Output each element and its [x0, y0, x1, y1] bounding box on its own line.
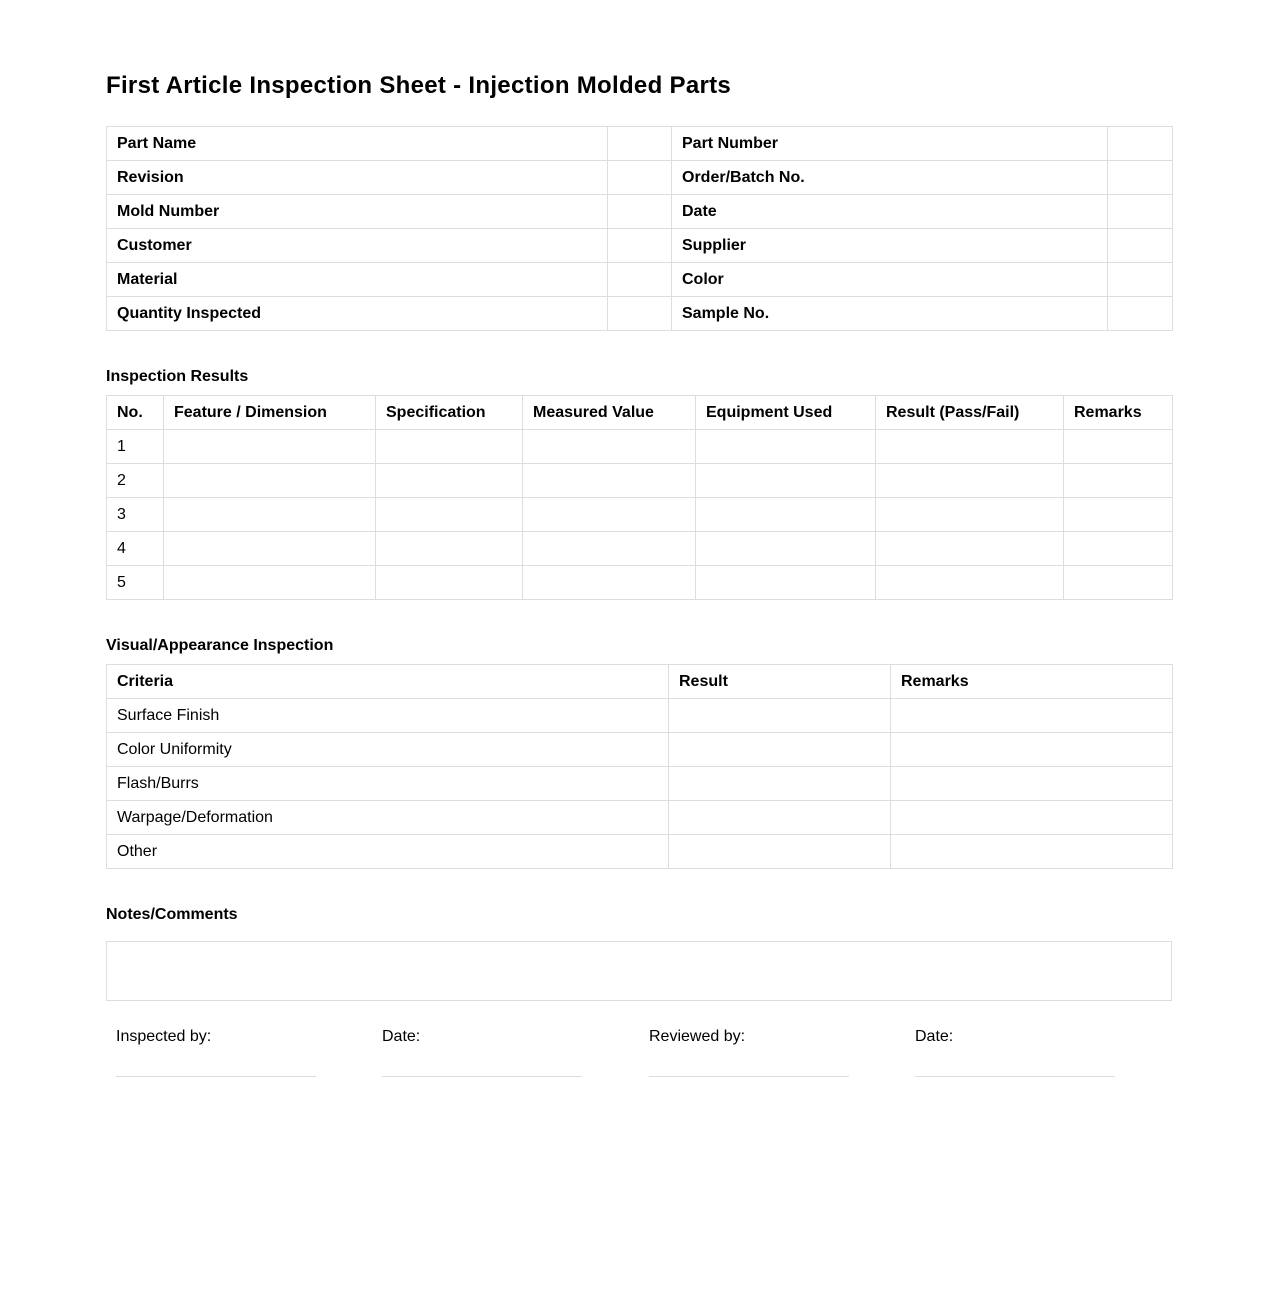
remarks-cell[interactable]	[891, 801, 1173, 835]
column-header: Criteria	[107, 665, 669, 699]
signature-label: Reviewed by:	[649, 1028, 746, 1045]
table-cell[interactable]	[876, 464, 1064, 498]
field-value[interactable]	[1108, 263, 1173, 297]
table-cell[interactable]	[696, 532, 876, 566]
table-cell[interactable]	[876, 532, 1064, 566]
table-cell[interactable]	[1064, 532, 1173, 566]
result-cell[interactable]	[669, 801, 891, 835]
field-value[interactable]	[608, 195, 672, 229]
table-cell[interactable]	[164, 498, 376, 532]
field-label: Date	[672, 195, 1108, 229]
table-row	[107, 801, 1173, 835]
table-cell[interactable]	[696, 430, 876, 464]
table-cell[interactable]	[523, 464, 696, 498]
table-row	[107, 229, 1173, 263]
signature-line[interactable]	[116, 1076, 316, 1077]
table-cell[interactable]	[164, 566, 376, 600]
field-value[interactable]	[1108, 297, 1173, 331]
column-header: Result (Pass/Fail)	[876, 396, 1064, 430]
signature-label: Date:	[382, 1028, 421, 1045]
field-label: Quantity Inspected	[107, 297, 608, 331]
table-row	[107, 498, 1173, 532]
table-cell[interactable]	[696, 498, 876, 532]
field-value[interactable]	[1108, 127, 1173, 161]
field-label: Customer	[107, 229, 608, 263]
table-row	[107, 733, 1173, 767]
row-number: 2	[107, 464, 164, 498]
table-row	[107, 532, 1173, 566]
reviewed-date-signature	[915, 1028, 1115, 1077]
field-label: Part Name	[107, 127, 608, 161]
remarks-cell[interactable]	[891, 733, 1173, 767]
table-row	[107, 263, 1173, 297]
field-value[interactable]	[608, 263, 672, 297]
table-cell[interactable]	[696, 464, 876, 498]
column-header: Specification	[376, 396, 523, 430]
table-cell[interactable]	[1064, 566, 1173, 600]
field-value[interactable]	[1108, 161, 1173, 195]
column-header: Feature / Dimension	[164, 396, 376, 430]
field-label: Order/Batch No.	[672, 161, 1108, 195]
row-number: 4	[107, 532, 164, 566]
column-header: No.	[107, 396, 164, 430]
table-row	[107, 767, 1173, 801]
page-title: First Article Inspection Sheet - Injection Molded Parts	[106, 72, 732, 99]
reviewed-by-signature	[649, 1028, 849, 1077]
table-row	[107, 195, 1173, 229]
table-cell[interactable]	[523, 532, 696, 566]
table-cell[interactable]	[876, 430, 1064, 464]
field-label: Revision	[107, 161, 608, 195]
result-cell[interactable]	[669, 835, 891, 869]
table-row	[107, 161, 1173, 195]
signature-label: Date:	[915, 1028, 954, 1045]
signature-line[interactable]	[382, 1076, 582, 1077]
criteria-label: Warpage/Deformation	[107, 801, 669, 835]
signature-label: Inspected by:	[116, 1028, 212, 1045]
column-header: Remarks	[891, 665, 1173, 699]
table-row	[107, 464, 1173, 498]
table-cell[interactable]	[876, 566, 1064, 600]
notes-heading: Notes/Comments	[106, 906, 238, 923]
notes-field[interactable]	[106, 941, 1172, 1001]
table-cell[interactable]	[696, 566, 876, 600]
table-row	[107, 127, 1173, 161]
field-label: Mold Number	[107, 195, 608, 229]
table-row	[107, 430, 1173, 464]
field-value[interactable]	[1108, 195, 1173, 229]
row-number: 5	[107, 566, 164, 600]
field-value[interactable]	[1108, 229, 1173, 263]
visual-inspection-heading: Visual/Appearance Inspection	[106, 637, 334, 654]
criteria-label: Color Uniformity	[107, 733, 669, 767]
field-value[interactable]	[608, 229, 672, 263]
field-value[interactable]	[608, 127, 672, 161]
remarks-cell[interactable]	[891, 835, 1173, 869]
remarks-cell[interactable]	[891, 699, 1173, 733]
visual-inspection-table	[106, 664, 1173, 869]
field-label: Supplier	[672, 229, 1108, 263]
remarks-cell[interactable]	[891, 767, 1173, 801]
column-header: Measured Value	[523, 396, 696, 430]
row-number: 1	[107, 430, 164, 464]
table-cell[interactable]	[523, 566, 696, 600]
inspection-results-table	[106, 395, 1173, 600]
result-cell[interactable]	[669, 699, 891, 733]
table-cell[interactable]	[376, 532, 523, 566]
field-value[interactable]	[608, 161, 672, 195]
criteria-label: Flash/Burrs	[107, 767, 669, 801]
column-header: Equipment Used	[696, 396, 876, 430]
table-cell[interactable]	[164, 430, 376, 464]
table-cell[interactable]	[523, 498, 696, 532]
table-cell[interactable]	[376, 464, 523, 498]
inspection-results-heading: Inspection Results	[106, 368, 249, 385]
table-cell[interactable]	[1064, 430, 1173, 464]
table-cell[interactable]	[164, 464, 376, 498]
column-header: Remarks	[1064, 396, 1173, 430]
signature-line[interactable]	[915, 1076, 1115, 1077]
table-cell[interactable]	[1064, 498, 1173, 532]
criteria-label: Surface Finish	[107, 699, 669, 733]
table-row	[107, 566, 1173, 600]
table-row	[107, 835, 1173, 869]
field-label: Color	[672, 263, 1108, 297]
result-cell[interactable]	[669, 733, 891, 767]
inspected-date-signature	[382, 1028, 582, 1077]
column-header: Result	[669, 665, 891, 699]
result-cell[interactable]	[669, 767, 891, 801]
field-label: Material	[107, 263, 608, 297]
field-value[interactable]	[608, 297, 672, 331]
criteria-label: Other	[107, 835, 669, 869]
inspected-by-signature	[116, 1028, 316, 1077]
table-cell[interactable]	[1064, 464, 1173, 498]
table-cell[interactable]	[376, 498, 523, 532]
field-label: Part Number	[672, 127, 1108, 161]
row-number: 3	[107, 498, 164, 532]
table-cell[interactable]	[164, 532, 376, 566]
table-cell[interactable]	[523, 430, 696, 464]
table-cell[interactable]	[376, 430, 523, 464]
table-cell[interactable]	[376, 566, 523, 600]
field-label: Sample No.	[672, 297, 1108, 331]
table-row	[107, 699, 1173, 733]
part-info-table	[106, 126, 1173, 331]
signature-line[interactable]	[649, 1076, 849, 1077]
table-row	[107, 297, 1173, 331]
table-cell[interactable]	[876, 498, 1064, 532]
